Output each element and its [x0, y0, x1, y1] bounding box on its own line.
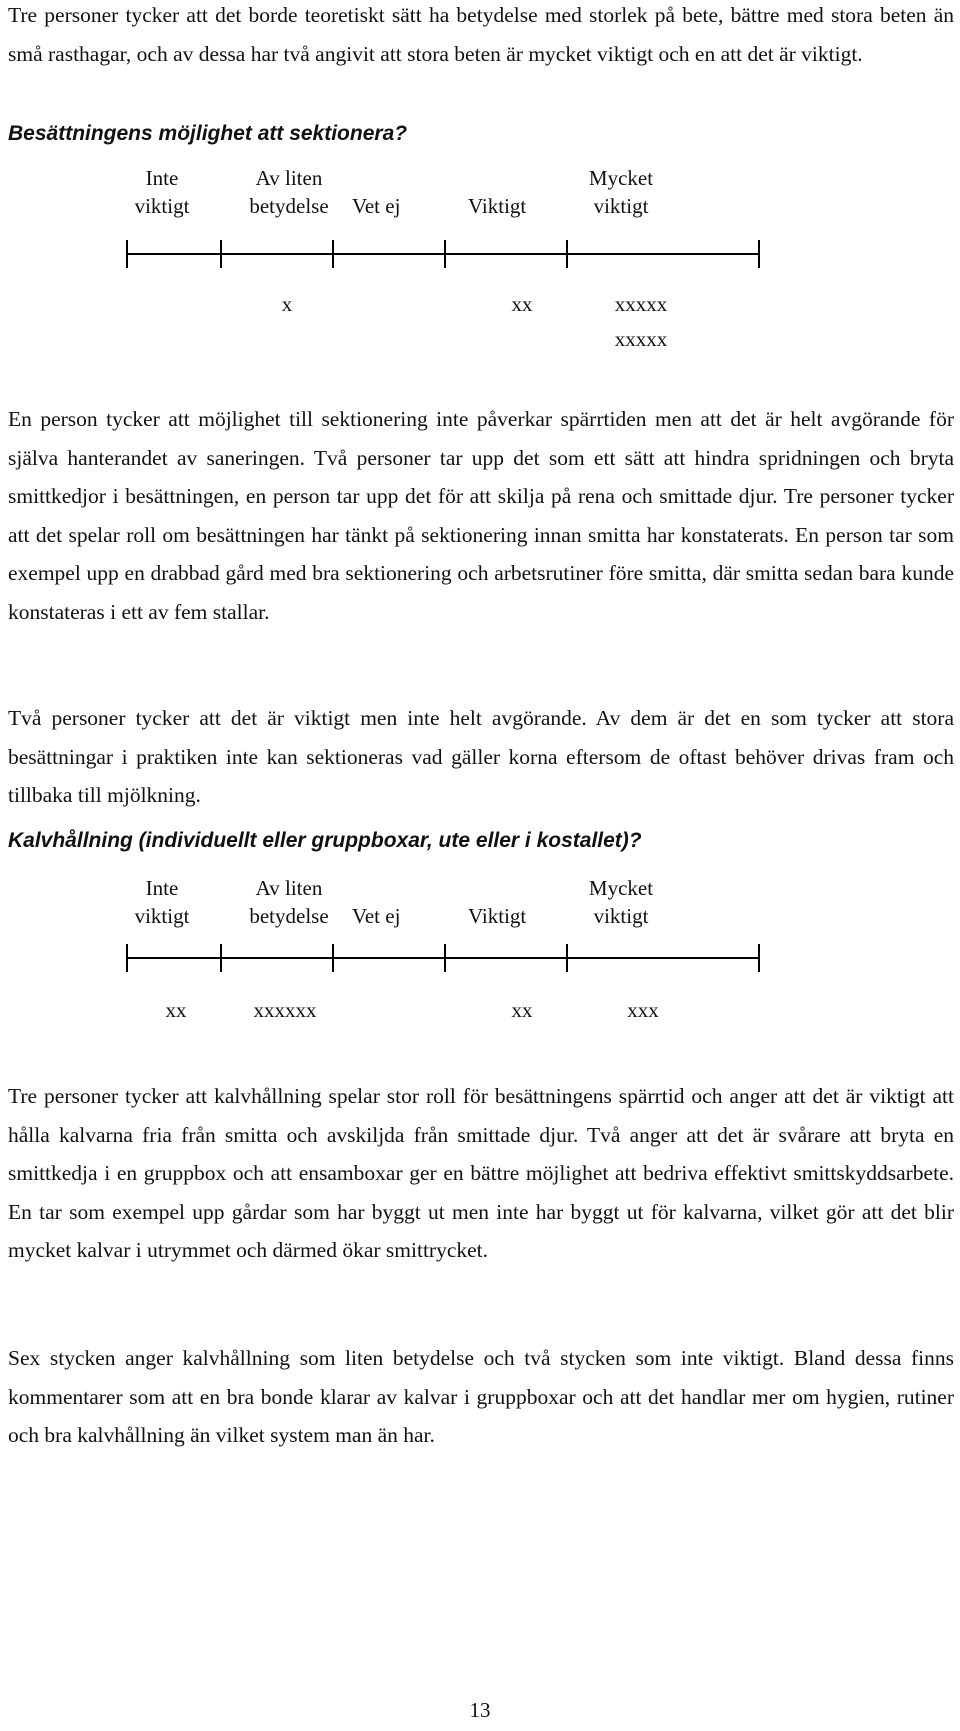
response-mark: xxx	[627, 998, 659, 1022]
scale-tick	[126, 240, 128, 268]
response-mark: xxxxxx	[253, 998, 317, 1022]
label-line: Mycket	[588, 876, 654, 900]
section1-paragraph-2: Två personer tycker att det är viktigt men inte helt avgörande. Av dem är det en som tycker att stora besättningar i praktiken inte kan sektioneras vad gäller korna eftersom de oftast behöver drivas fram och tillbaka till mjölkning.	[8, 706, 954, 808]
section2-paragraph-1: Tre personer tycker att kalvhållning spelar stor roll för besättningens spärrtid och anger att det är viktigt att hålla kalvarna fria från smitta och avskiljda från smittade djur. Två anger att det är svårare att bryta en smittkedja i en gruppbox och att ensamboxar ger en bättre möjlighet att bedriva effektivt smittskyddsarbete. En tar som exempel upp gårdar som har byggt ut men inte har byggt ut för kalvarna, vilket gör att det blir mycket kalvar i utrymmet och därmed ökar smittrycket.	[8, 1084, 954, 1263]
scale-line	[126, 944, 760, 974]
scale-tick	[220, 240, 222, 268]
response-mark: xx	[511, 292, 533, 316]
label-line: betydelse	[249, 904, 329, 928]
section-heading-sektionera: Besättningens möjlighet att sektionera?	[8, 122, 408, 145]
scale-label-mycket-viktigt	[580, 164, 662, 220]
scale-tick	[758, 944, 760, 972]
response-mark: x	[281, 292, 293, 316]
label-line: viktigt	[593, 904, 649, 928]
scale-label-inte-viktigt	[122, 164, 202, 220]
label-line: viktigt	[134, 904, 190, 928]
scale-tick	[332, 944, 334, 972]
page-number: 13	[469, 1698, 491, 1722]
response-mark: xxxxx	[614, 292, 668, 316]
section2-paragraph-2: Sex stycken anger kalvhållning som liten betydelse och två stycken som inte viktigt. Bland dessa finns kommentarer som att en bra bonde klarar av kalvar i gruppboxar och att det handlar mer om hygien, rutiner och bra kalvhållning än vilket system man än har.	[8, 1346, 954, 1448]
scale-tick	[566, 240, 568, 268]
scale-label-inte-viktigt	[122, 874, 202, 930]
label-line: Mycket	[588, 166, 654, 190]
scale-tick	[126, 944, 128, 972]
scale-label-mycket-viktigt	[580, 874, 662, 930]
scale-tick	[758, 240, 760, 268]
scale-label-viktigt: Viktigt	[468, 904, 527, 928]
label-line: viktigt	[134, 194, 190, 218]
label-line: viktigt	[593, 194, 649, 218]
scale-label-av-liten-betydelse	[234, 164, 344, 220]
scale-label-av-liten-betydelse	[234, 874, 344, 930]
section1-paragraph-1: En person tycker att möjlighet till sektionering inte påverkar spärrtiden men att det är helt avgörande för själva hanterandet av saneringen. Två personer tar upp det som ett sätt att hindra spridningen och bryta smittkedjor i besättningen, en person tar upp det för att skilja på rena och smittade djur. Tre personer tycker att det spelar roll om besättningen har tänkt på sektionering innan smitta har konstaterats. En person tar som exempel upp en drabbad gård med bra sektionering och arbetsrutiner före smitta, där smitta sedan bara kunde konstateras i ett av fem stallar.	[8, 407, 954, 624]
scale-tick	[220, 944, 222, 972]
label-line: Av liten	[255, 876, 323, 900]
scale-tick	[566, 944, 568, 972]
label-line: Inte	[145, 876, 179, 900]
scale-tick	[444, 944, 446, 972]
response-mark: xx	[511, 998, 533, 1022]
scale-line	[126, 240, 760, 270]
intro-paragraph: Tre personer tycker att det borde teoretiskt sätt ha betydelse med storlek på bete, bättre med stora beten än små rasthagar, och av dessa har två angivit att stora beten är mycket viktigt och en att det är viktigt.	[8, 3, 954, 66]
label-line: Av liten	[255, 166, 323, 190]
label-line: betydelse	[249, 194, 329, 218]
label-line: Inte	[145, 166, 179, 190]
response-mark: xxxxx	[614, 327, 668, 351]
scale-tick	[332, 240, 334, 268]
scale-label-viktigt: Viktigt	[468, 194, 527, 218]
scale-label-vet-ej: Vet ej	[352, 904, 401, 928]
scale-tick	[444, 240, 446, 268]
response-mark: xx	[165, 998, 187, 1022]
section-heading-kalvhallning: Kalvhållning (individuellt eller gruppboxar, ute eller i kostallet)?	[8, 829, 642, 852]
scale-label-vet-ej: Vet ej	[352, 194, 401, 218]
